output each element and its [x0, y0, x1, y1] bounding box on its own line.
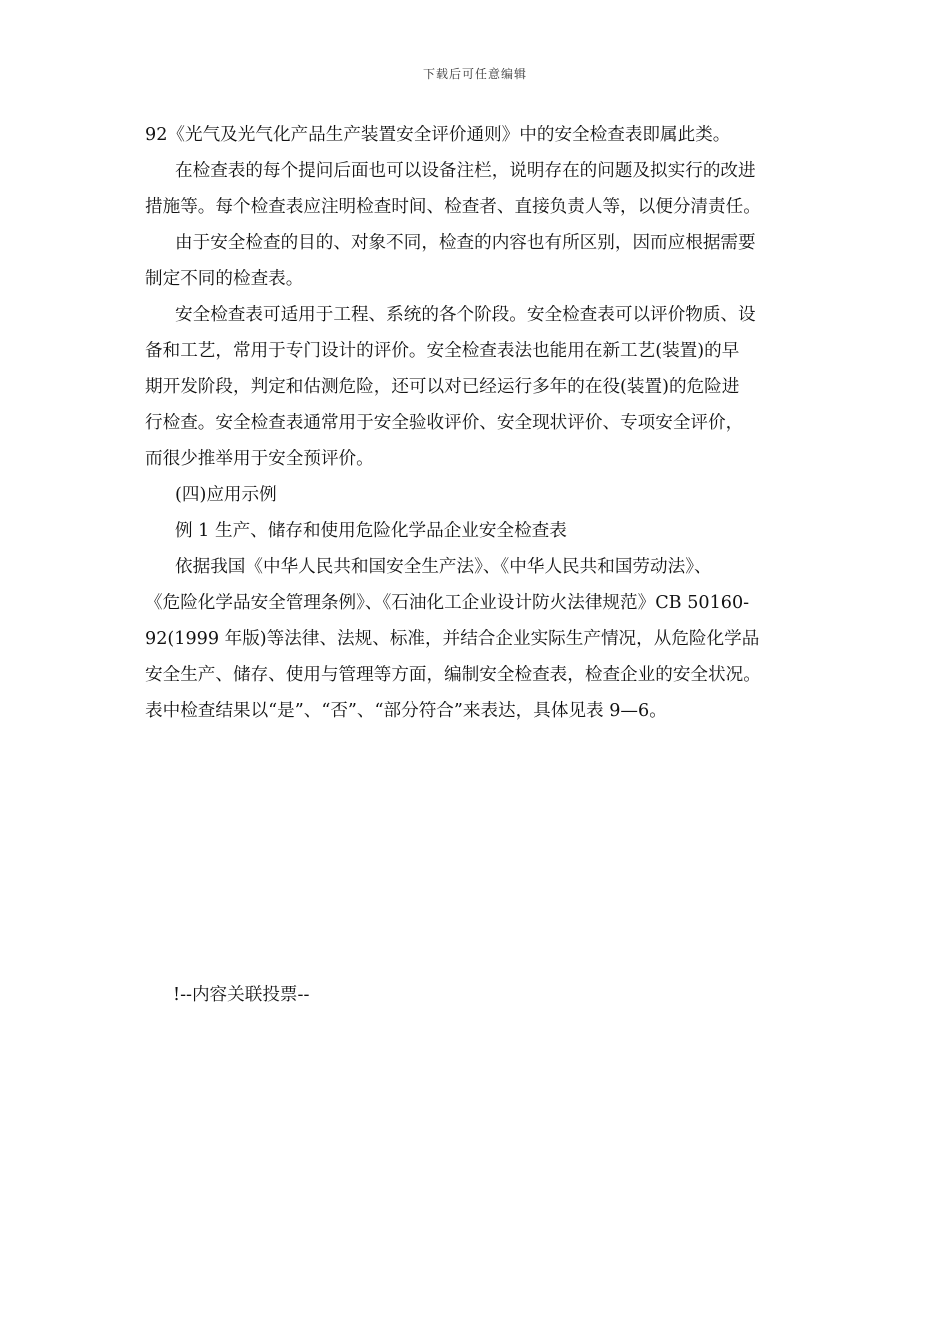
paragraph-line: 由于安全检查的目的、对象不同，检查的内容也有所区别，因而应根据需要 [175, 233, 756, 253]
paragraph-line: 安全生产、储存、使用与管理等方面，编制安全检查表，检查企业的安全状况。 [145, 665, 761, 685]
paragraph-line: 行检查。安全检查表通常用于安全验收评价、安全现状评价、专项安全评价， [145, 413, 744, 433]
paragraph-line: 措施等。每个检查表应注明检查时间、检查者、直接负责人等，以便分清责任。 [145, 197, 761, 217]
paragraph-line: 安全检查表可适用于工程、系统的各个阶段。安全检查表可以评价物质、设 [175, 305, 756, 325]
paragraph-line: 期开发阶段，判定和估测危险，还可以对已经运行多年的在役(装置)的危险进 [145, 377, 740, 397]
paragraph-line: 在检查表的每个提问后面也可以设备注栏，说明存在的问题及拟实行的改进 [175, 161, 756, 181]
content-marker: !--内容关联投票-- [173, 985, 310, 1005]
paragraph-line: 92《光气及光气化产品生产装置安全评价通则》中的安全检查表即属此类。 [145, 125, 731, 145]
example-title: 例 1 生产、储存和使用危险化学品企业安全检查表 [175, 521, 567, 541]
section-heading: (四)应用示例 [175, 485, 277, 505]
paragraph-line: 制定不同的检查表。 [145, 269, 304, 289]
paragraph-line: 92(1999 年版)等法律、法规、标准，并结合企业实际生产情况，从危险化学品 [145, 629, 760, 649]
paragraph-line: 备和工艺，常用于专门设计的评价。安全检查表法也能用在新工艺(装置)的早 [145, 341, 740, 361]
paragraph-line: 表中检查结果以“是”、“否”、“部分符合”来表达，具体见表 9—6。 [145, 701, 667, 721]
document-body [145, 117, 815, 729]
paragraph-line: 而很少推举用于安全预评价。 [145, 449, 374, 469]
paragraph-line: 依据我国《中华人民共和国安全生产法》、《中华人民共和国劳动法》、 [175, 557, 712, 577]
page-header-note: 下载后可任意编辑 [422, 67, 527, 81]
paragraph-line: 《危险化学品安全管理条例》、《石油化工企业设计防火法律规范》CB 50160- [145, 593, 750, 613]
